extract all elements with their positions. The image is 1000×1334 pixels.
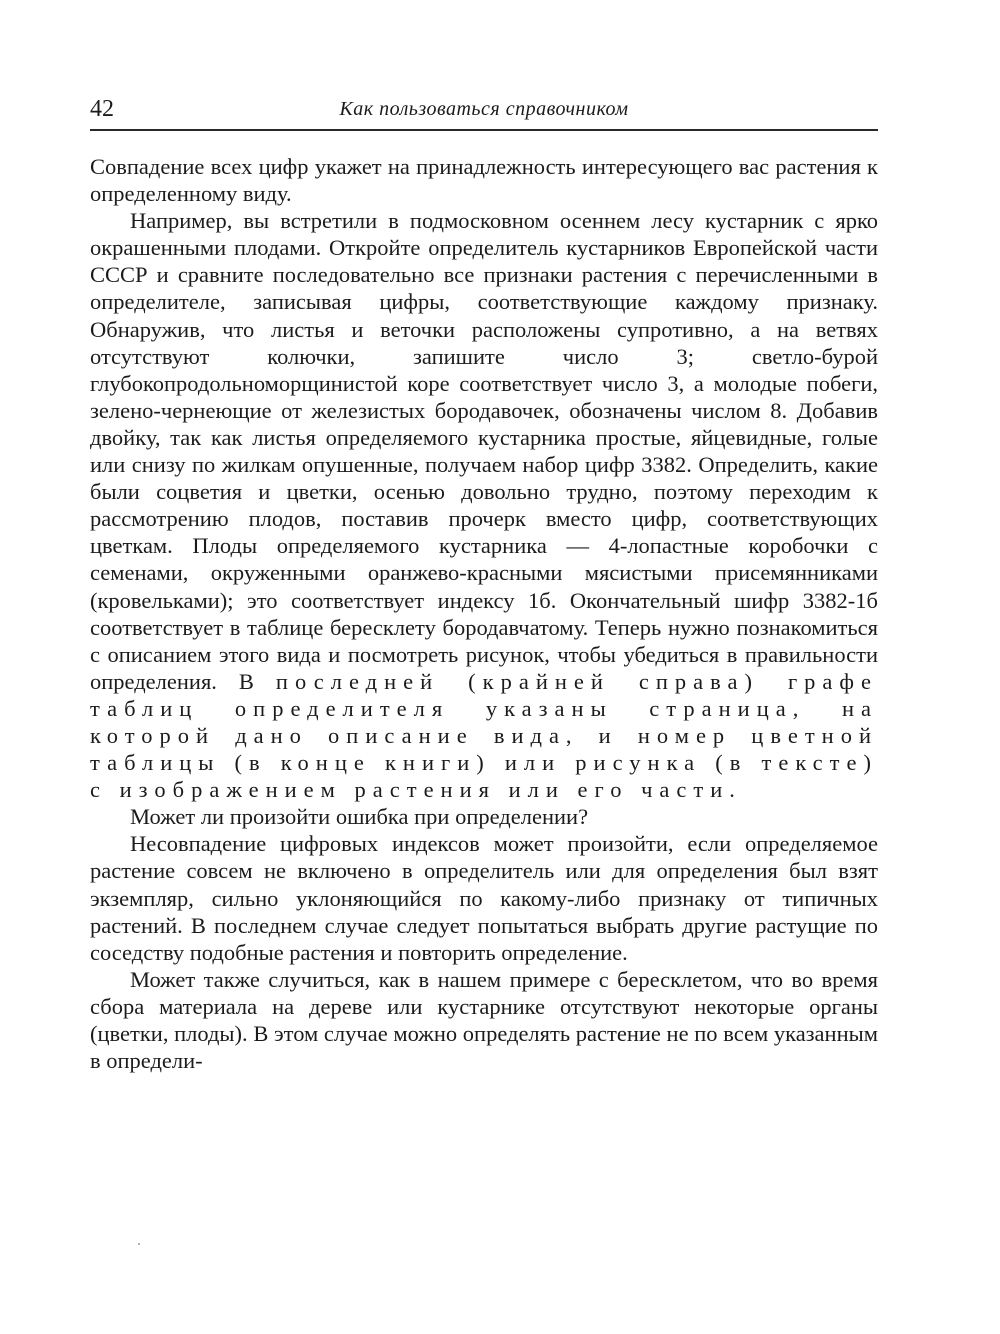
paragraph-1: Совпадение всех цифр укажет на принадлежность интересующего вас растения к определенному виду. — [90, 154, 878, 207]
page-number: 42 — [90, 96, 114, 122]
body-text — [90, 153, 878, 1074]
paragraph-2 — [90, 207, 878, 803]
paragraph-5: Может также случиться, как в нашем примере с бересклетом, что во время сбора материала на дереве или кустарнике отсутствуют некоторые органы (цветки, плоды). В этом случае можно определять растение не по всем указанным в определи- — [90, 966, 878, 1074]
paragraph-4: Несовпадение цифровых индексов может произойти, если определяемое растение совсем не включено в определитель или для определения был взят экземпляр, сильно уклоняющийся по какому-либо признаку от типичных растений. В последнем случае следует попытаться выбрать другие растущие по соседству подобные растения и повторить определение. — [90, 831, 878, 965]
print-speck — [138, 1243, 140, 1245]
paragraph-2-text: Например, вы встретили в подмосковном осеннем лесу кустарник с ярко окрашенными плодами. Откройте определитель кустарников Европейской части СССР и сравните последовательно все признаки растения с перечисленными в определителе, записывая цифры, соответствующие каждому признаку. Обнаружив, что листья и веточки расположены супротивно, а на ветвях отсутствуют колючки, запишите число 3; светло-бурой глубокопродольноморщинистой коре соответствует число 3, а молодые побеги, зелено-чернеющие от железистых бородавочек, обозначены числом 8. Добавив двойку, так как листья определяемого кустарника простые, яйцевидные, голые или снизу по жилкам опушенные, получаем набор цифр 3382. Определить, какие были соцветия и цветки, осенью довольно трудно, поэтому переходим к рассмотрению плодов, поставив прочерк вместо цифр, соответствующих цветкам. Плоды определяемого кустарника — 4-лопастные коробочки с семенами, окруженными оранжево-красными мясистыми присемянниками (кровельками); это соответствует индексу 1б. Окончательный шифр 3382-1б соответствует в таблице бересклету бородавчатому. Теперь нужно познакомиться с описанием этого вида и посмотреть рисунок, чтобы убедиться в правильности определения. В — [90, 208, 878, 694]
page-header — [90, 94, 878, 130]
paragraph-3-question: Может ли произойти ошибка при определении? — [130, 804, 589, 830]
paragraph-2-spaced-text: последней (крайней справа) графе таблиц определителя указаны страница, на которой дано описание вида, и номер цветной таблицы (в конце книги) или рисунка (в тексте) с изображением растения или его части. — [90, 668, 878, 803]
running-head: Как пользоваться справочником — [339, 98, 629, 120]
header-rule — [90, 129, 878, 131]
